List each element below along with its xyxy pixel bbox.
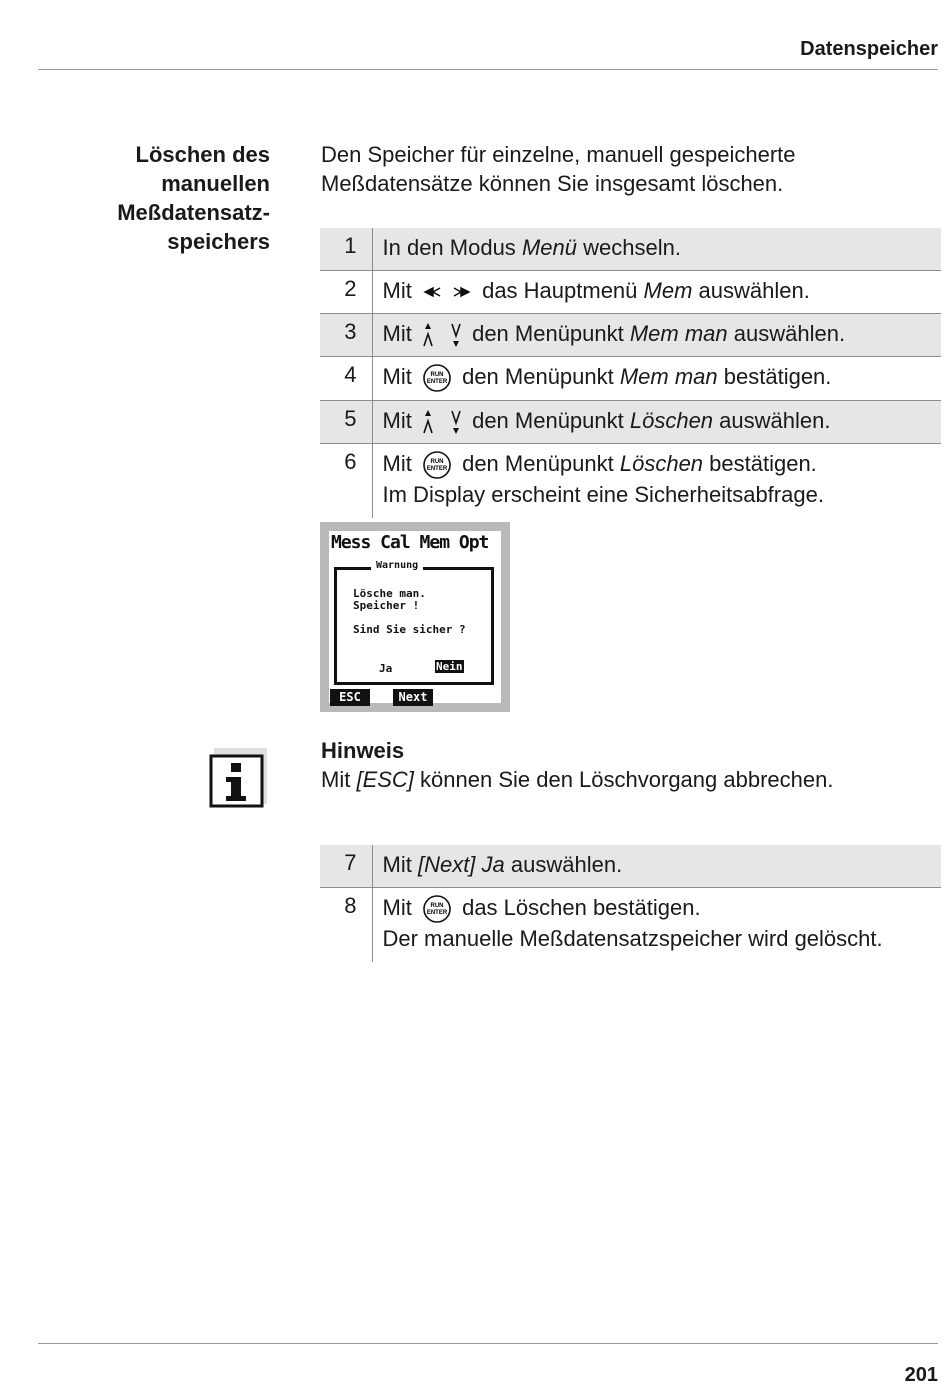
run-enter-key-icon (422, 363, 452, 393)
device-display-screenshot (320, 522, 510, 712)
dialog-title: Warnung (371, 560, 423, 571)
step-number: 1 (320, 228, 372, 271)
step-row (320, 271, 941, 314)
dialog-line: Lösche man. (353, 587, 426, 600)
step-number: 4 (320, 357, 372, 401)
step-text: Mit das Hauptmenü Mem auswählen. (372, 271, 941, 314)
running-header: Datenspeicher (800, 38, 938, 60)
step-text: Mit den Menüpunkt Löschen auswählen. (372, 401, 941, 444)
run-enter-key-icon (422, 894, 452, 924)
step-text: Mit RUN ENTER den Menüpunkt Mem man bestätigen. (372, 357, 941, 401)
lcd-menu-bar: Mess Cal Mem Opt (331, 532, 489, 553)
step-text: Mit RUN ENTER den Menüpunkt Löschen bestätigen. Im Display erscheint eine Sicherheitsabfrage. (382, 451, 824, 508)
step-row (320, 845, 941, 888)
footer-rule (38, 1343, 938, 1344)
step-row (320, 444, 941, 519)
option-nein-selected: Nein (436, 660, 463, 673)
lcd-screen (329, 531, 501, 703)
warning-dialog (334, 560, 494, 685)
step-row (320, 228, 941, 271)
softkey-esc: ESC (330, 689, 370, 706)
dialog-line: Speicher ! (353, 599, 420, 612)
page-number: 201 (904, 1364, 938, 1386)
steps-table-2 (320, 845, 941, 962)
step-text: In den Modus Menü wechseln. (372, 228, 941, 271)
option-ja: Ja (379, 662, 393, 675)
step-text: Mit den Menüpunkt Mem man auswählen. (372, 314, 941, 357)
step-number: 5 (320, 401, 372, 444)
step-row (320, 888, 941, 963)
svg-text:ENTER: ENTER (426, 379, 448, 386)
svg-text:ENTER: ENTER (426, 910, 448, 917)
svg-text:RUN: RUN (430, 459, 444, 466)
step-row (320, 401, 941, 444)
step-number: 8 (320, 888, 372, 963)
up-down-arrows-icon (422, 409, 462, 435)
svg-text:RUN: RUN (430, 903, 444, 910)
step-number: 2 (320, 271, 372, 314)
up-down-arrows-icon (422, 322, 462, 348)
svg-text:ENTER: ENTER (426, 466, 448, 473)
step-text: Mit RUN ENTER das Löschen bestätigen. Der manuelle Meßdatensatzspeicher wird gelöscht. (382, 895, 883, 952)
step-text: Mit [Next] Ja auswählen. (372, 845, 941, 888)
step-number: 7 (320, 845, 372, 888)
section-heading: Löschen des manuellen Meßdatensatz- speichers (117, 142, 270, 254)
note-title: Hinweis (321, 738, 405, 763)
dialog-line: Sind Sie sicher ? (353, 623, 466, 636)
steps-table-1 (320, 228, 941, 518)
header-rule (38, 69, 938, 70)
info-icon (209, 748, 267, 808)
left-right-arrows-icon (422, 285, 472, 299)
step-row (320, 357, 941, 401)
note-text: Mit [ESC] können Sie den Löschvorgang abbrechen. (321, 767, 834, 792)
intro-paragraph: Den Speicher für einzelne, manuell gespeicherte Meßdatensätze können Sie insgesamt löschen. (321, 142, 796, 196)
svg-text:RUN: RUN (430, 372, 444, 379)
softkey-next: Next (393, 689, 433, 706)
run-enter-key-icon (422, 450, 452, 480)
step-number: 3 (320, 314, 372, 357)
step-number: 6 (320, 444, 372, 519)
step-row (320, 314, 941, 357)
